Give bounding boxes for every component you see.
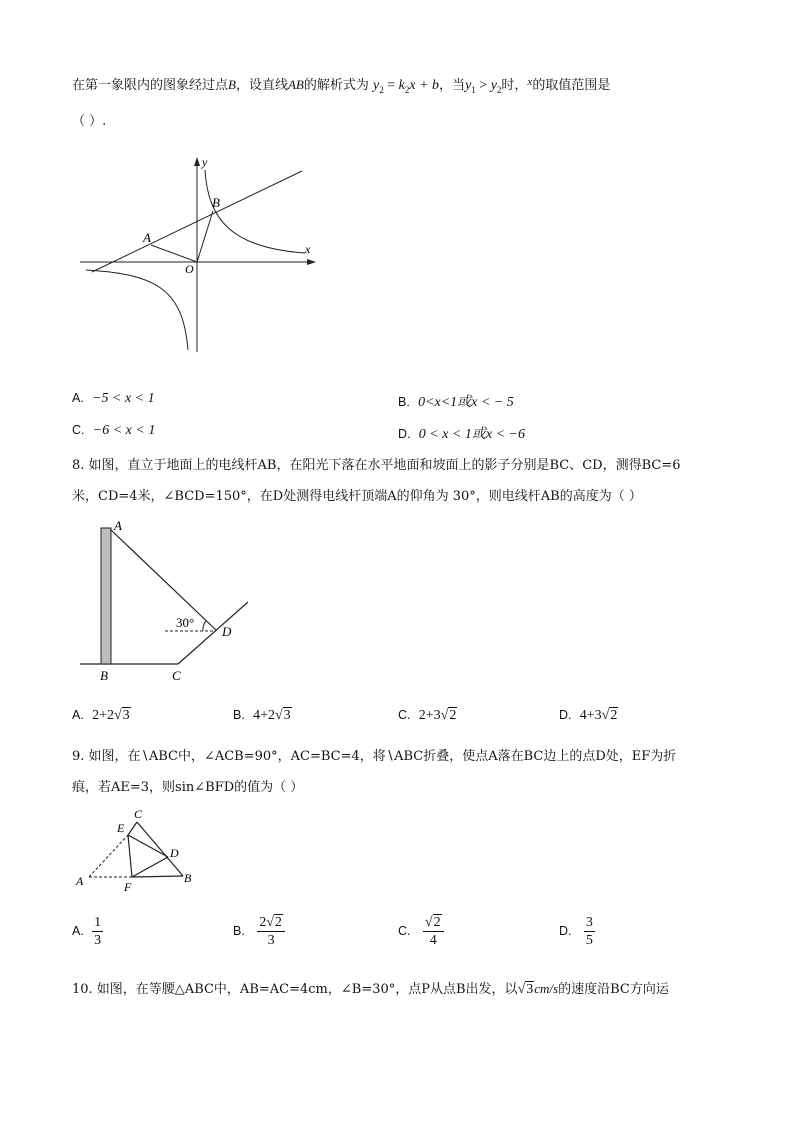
q7-graph-figure	[76, 152, 326, 357]
q10-stem-line1: 10. 如图，在等腰△ABC中，AB=AC=4cm，∠B=30°，点P从点B出发，以√3cm/s的速度沿BC方向运	[72, 981, 669, 997]
label-b: B	[100, 668, 108, 683]
q7-equation: $y_2 = k_2x + b$	[373, 78, 440, 95]
pole-ab	[101, 528, 111, 664]
y-axis-arrow	[194, 157, 200, 166]
label-b: B	[212, 195, 220, 210]
label-d: D	[222, 624, 232, 639]
q9-triangle-figure	[72, 800, 202, 895]
q7-answer-paren: （ ）.	[72, 114, 107, 129]
q8-option-b[interactable]: B. 4+2√3	[233, 708, 291, 723]
label-a: A	[114, 518, 122, 533]
label-b: B	[184, 871, 192, 885]
q9-stem-line2: 痕，若AE=3，则sin∠BFD的值为（ ）	[72, 780, 304, 795]
segment-ob	[197, 211, 213, 262]
label-d: D	[170, 846, 179, 860]
slope-line	[178, 602, 248, 664]
segment-oa	[151, 245, 197, 262]
side-fb	[132, 876, 183, 877]
q8-option-a[interactable]: A. 2+2√3	[72, 708, 130, 723]
segment-fd	[132, 857, 168, 877]
q8-option-c[interactable]: C. 2+3√2	[398, 708, 457, 723]
label-30: 30°	[176, 615, 195, 630]
label-c: C	[134, 807, 143, 821]
q9-option-a[interactable]: A. $\frac{1}{3}$	[72, 915, 102, 948]
angle-arc	[203, 621, 206, 631]
hyperbola-branch-q1	[205, 170, 305, 253]
q7-option-d[interactable]: D. 0 < x < 1或x < −6	[398, 427, 525, 442]
segment-ed	[128, 835, 168, 857]
label-e: E	[117, 821, 125, 835]
label-f: F	[124, 880, 132, 894]
hyperbola-branch-q3	[86, 270, 188, 350]
q7-stem-line1: 在第一象限内的图象经过点B，设直线AB的解析式为 $y_2 = k_2x + b$，当$y_1 > y_2$时，$^x$的取值范围是	[72, 76, 611, 95]
q8-option-d[interactable]: D. 4+3√2	[559, 708, 618, 723]
label-y: y	[202, 155, 208, 169]
q8-stem-line2: 米，CD=4米，∠BCD=150°，在D处测得电线杆顶端A的仰角为 30°，则电线杆AB的高度为（ ）	[72, 489, 642, 504]
q9-option-d[interactable]: D. $\frac{3}{5}$	[559, 915, 593, 948]
q7-option-b[interactable]: B. 0<x<1或x < − 5	[398, 395, 514, 410]
q9-option-b[interactable]: B. $\frac{2√2}{3}$	[233, 914, 285, 949]
q7-option-c[interactable]: C. −6 < x < 1	[72, 423, 156, 438]
sun-ray-ad	[111, 530, 216, 630]
q9-option-c[interactable]: C. $\frac{√2}{4}$	[398, 914, 444, 949]
label-a: A	[143, 230, 151, 245]
x-axis-arrow	[307, 259, 316, 265]
label-x: x	[305, 242, 311, 256]
q8-pole-figure	[76, 514, 256, 686]
q7-option-a[interactable]: A. −5 < x < 1	[72, 391, 155, 406]
q8-stem-line1: 8. 如图，直立于地面上的电线杆AB，在阳光下落在水平地面和坡面上的影子分别是BC、CD，测得BC=6	[72, 458, 681, 473]
fold-ef	[128, 835, 132, 877]
label-c: C	[172, 668, 181, 683]
dashed-ae	[89, 835, 128, 877]
q7-condition: $y_1 > y_2$	[465, 78, 502, 95]
side-ec	[128, 822, 137, 835]
label-a: A	[76, 874, 84, 888]
label-o: O	[185, 262, 194, 276]
q9-stem-line1: 9. 如图，在∖ABC中，∠ACB=90°，AC=BC=4，将∖ABC折叠，使点A落在BC边上的点D处，EF为折	[72, 749, 677, 764]
